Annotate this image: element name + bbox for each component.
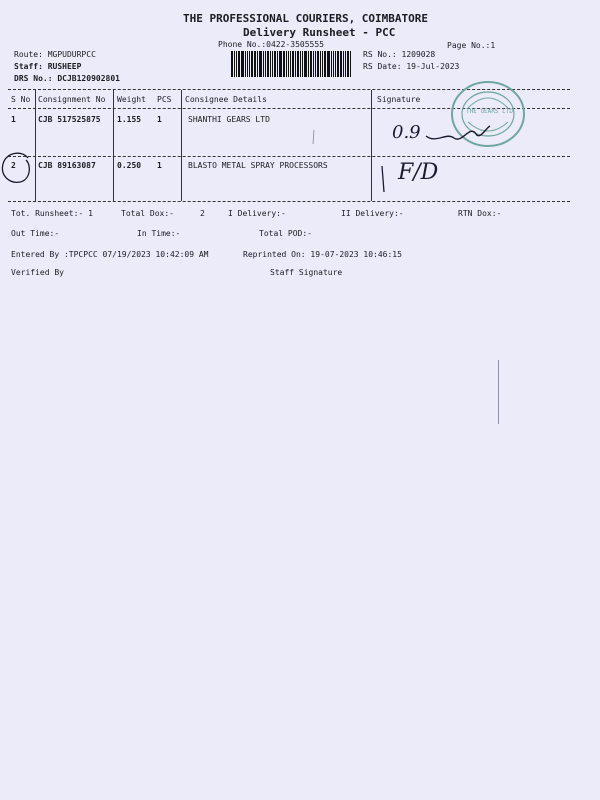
column-divider: [371, 90, 372, 201]
column-divider: [35, 90, 36, 201]
barcode-bar: [304, 51, 307, 77]
barcode-bar: [295, 51, 296, 77]
barcode-bar: [257, 51, 258, 77]
reprinted-on: Reprinted On: 19-07-2023 10:46:15: [243, 250, 402, 259]
header-sno: S No: [11, 95, 31, 104]
row-2-consignee: BLASTO METAL SPRAY PROCESSORS: [188, 161, 328, 170]
company-name: THE PROFESSIONAL COURIERS, COIMBATORE: [183, 12, 429, 25]
handwritten-mark-row-1: 0.9: [392, 122, 421, 143]
barcode-bar: [277, 51, 278, 77]
row-2-pcs: 1: [157, 161, 162, 170]
total-dox-value: 2: [200, 209, 205, 218]
barcode-bar: [308, 51, 309, 77]
barcode-bar: [251, 51, 253, 77]
barcode-bar: [254, 51, 256, 77]
staff-signature-label: Staff Signature: [270, 268, 343, 277]
row-1-consignment: CJB 517525875: [38, 115, 101, 124]
row-1-consignee: SHANTHI GEARS LTD: [188, 115, 270, 124]
barcode-bar: [302, 51, 303, 77]
row-1-pcs: 1: [157, 115, 162, 124]
barcode-bar: [283, 51, 285, 77]
barcode-bar: [300, 51, 301, 77]
barcode-bar: [272, 51, 273, 77]
barcode-bar: [288, 51, 289, 77]
total-pod: Total POD:-: [259, 229, 312, 238]
rtn-dox: RTN Dox:-: [458, 209, 502, 218]
total-dox-label: Total Dox:-: [121, 209, 174, 218]
barcode-bar: [279, 51, 282, 77]
barcode-bar: [317, 51, 319, 77]
barcode-bar: [263, 51, 264, 77]
route: Route: MGPUDURPCC: [14, 50, 96, 59]
total-runsheet: Tot. Runsheet:- 1: [11, 209, 93, 218]
ii-delivery: II Delivery:-: [341, 209, 404, 218]
barcode-bar: [333, 51, 334, 77]
barcode-bar: [315, 51, 316, 77]
document-title: Delivery Runsheet - PCC: [243, 26, 396, 39]
barcode-bar: [274, 51, 276, 77]
barcode-bar: [265, 51, 266, 77]
drs-number: DRS No.: DCJB120902801: [14, 74, 120, 83]
barcode-bar: [241, 51, 244, 77]
row-2-weight: 0.250: [117, 161, 142, 170]
header-consignment: Consignment No: [38, 95, 106, 104]
table-bottom-rule: [8, 201, 570, 202]
barcode-bar: [331, 51, 332, 77]
phone-number: Phone No.:0422-3505555: [218, 40, 324, 49]
stamp-text: THE GEARS LTD: [466, 108, 513, 115]
barcode-bar: [267, 51, 269, 77]
entered-by: Entered By :TPCPCC 07/19/2023 10:42:09 AM: [11, 250, 209, 259]
barcode-bar: [236, 51, 237, 77]
row-divider: [8, 156, 570, 157]
barcode-bar: [322, 51, 323, 77]
barcode-bar: [290, 51, 291, 77]
barcode-bar: [247, 51, 248, 77]
barcode-bar: [345, 51, 346, 77]
barcode-bar: [234, 51, 235, 77]
barcode-bar: [259, 51, 262, 77]
header-pcs: PCS: [157, 95, 172, 104]
i-delivery: I Delivery:-: [228, 209, 286, 218]
header-signature: Signature: [377, 95, 421, 104]
scan-artifact-line: [498, 360, 499, 424]
barcode-bar: [347, 51, 349, 77]
barcode: [231, 51, 355, 77]
row-2-consignment: CJB 89163087: [38, 161, 96, 170]
in-time: In Time:-: [137, 229, 181, 238]
barcode-bar: [335, 51, 336, 77]
barcode-bar: [310, 51, 312, 77]
barcode-bar: [320, 51, 321, 77]
barcode-bar: [238, 51, 240, 77]
staff: Staff: RUSHEEP: [14, 62, 82, 71]
column-divider: [181, 90, 182, 201]
out-time: Out Time:-: [11, 229, 60, 238]
pencil-tick: [309, 128, 319, 146]
barcode-bar: [327, 51, 330, 77]
signature-scribble-row-1: [424, 118, 494, 148]
page-number: Page No.:1: [447, 41, 496, 50]
row-2-sno: 2: [11, 161, 16, 170]
barcode-bar: [286, 51, 287, 77]
handwritten-circle: [0, 150, 34, 188]
handwritten-mark-row-2: F/D: [398, 160, 439, 185]
barcode-bar: [297, 51, 299, 77]
barcode-bar: [231, 51, 233, 77]
barcode-bar: [337, 51, 339, 77]
header-weight: Weight: [117, 95, 146, 104]
rs-number: RS No.: 1209028: [363, 50, 436, 59]
barcode-bar: [245, 51, 246, 77]
barcode-bar: [292, 51, 294, 77]
header-consignee: Consignee Details: [185, 95, 267, 104]
barcode-bar: [270, 51, 271, 77]
barcode-bar: [343, 51, 344, 77]
barcode-bar: [324, 51, 326, 77]
barcode-bar: [313, 51, 314, 77]
column-divider: [113, 90, 114, 201]
row-1-weight: 1.155: [117, 115, 142, 124]
row-1-sno: 1: [11, 115, 16, 124]
signature-scribble-row-2: [378, 162, 408, 198]
rs-date: RS Date: 19-Jul-2023: [363, 62, 460, 71]
barcode-bar: [350, 51, 351, 77]
barcode-bar: [340, 51, 342, 77]
verified-by: Verified By: [11, 268, 64, 277]
barcode-bar: [249, 51, 250, 77]
